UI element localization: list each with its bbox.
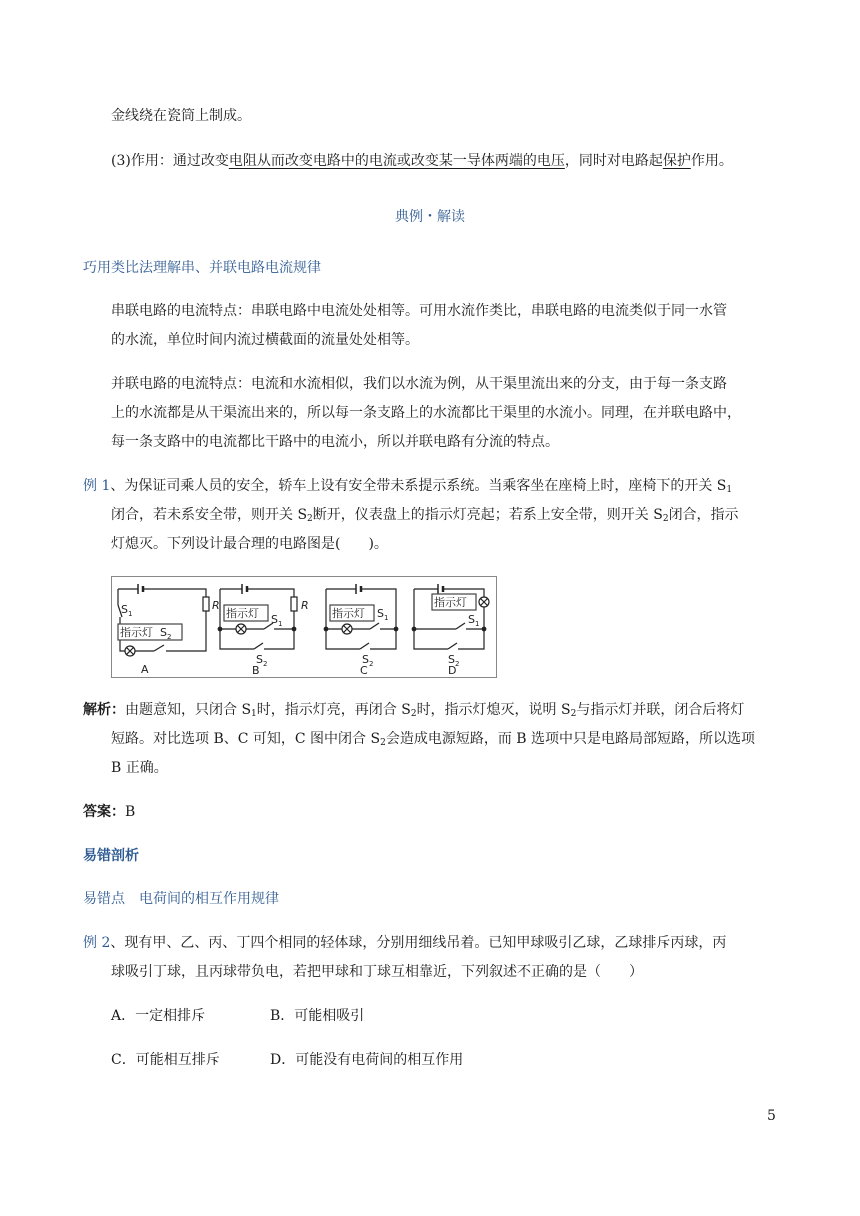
- circuit-a: [118, 584, 220, 676]
- circuit-b: [218, 584, 308, 677]
- label-sub1: 1: [278, 620, 283, 628]
- analysis-line1: [83, 700, 744, 720]
- analysis-text: 时，指示灯熄灭，说明 S: [416, 702, 571, 718]
- subscript: 1: [726, 485, 733, 495]
- analysis-line3: B 正确。: [111, 760, 168, 776]
- label-s2: S: [362, 653, 369, 666]
- analysis-label: 解析：: [83, 702, 125, 718]
- function-line: [111, 151, 733, 171]
- label-sub2: 2: [369, 660, 374, 668]
- example1-line3: 灯熄灭。下列设计最合理的电路图是( )。: [111, 536, 388, 552]
- label-lamp: 指示灯: [226, 607, 259, 620]
- label-sub1: 1: [475, 620, 480, 628]
- example2-line1: [83, 933, 726, 953]
- label-lamp: 指示灯: [434, 596, 467, 609]
- analysis-text: 由题意知，只闭合 S: [125, 702, 252, 718]
- parallel-para-line2: 上的水流都是从干渠流出来的，所以每一条支路上的水流都比干渠里的水流小。同理，在并联电路中，: [111, 405, 741, 421]
- analysis-line2: [111, 729, 755, 749]
- option-label-d: D: [448, 664, 457, 677]
- analysis-text: 短路。对比选项 B、C 可知，C 图中闭合 S: [111, 731, 381, 747]
- option-c: C．可能相互排斥: [111, 1052, 220, 1068]
- label-sub2: 2: [455, 660, 460, 668]
- option-a: A．一定相排斥: [111, 1008, 206, 1024]
- label-s2: S: [256, 653, 263, 666]
- label-s1: S: [271, 613, 278, 626]
- circuit-d: [412, 584, 489, 677]
- circuit-diagrams: [111, 576, 497, 678]
- resistor-a: [203, 597, 209, 611]
- label-s1: S: [121, 603, 128, 616]
- label-sub1: 1: [384, 614, 389, 622]
- subscript: 1: [251, 709, 257, 719]
- subscript: 2: [380, 738, 386, 748]
- function-underlined-2: 保护: [662, 153, 691, 169]
- option-label-c: C: [360, 664, 368, 677]
- page-number: 5: [767, 1108, 776, 1124]
- answer-line: [83, 802, 135, 822]
- label-s1: S: [377, 607, 384, 620]
- series-para-line2: 的水流，单位时间内流过横截面的流量处处相等。: [111, 332, 419, 348]
- pitfall-heading: 易错剖析: [83, 848, 139, 864]
- example1-text: 断开，仪表盘上的指示灯亮起；若系上安全带，则开关 S: [312, 507, 663, 523]
- analysis-text: 与指示灯并联，闭合后将灯: [576, 702, 745, 718]
- parallel-para-line3: 每一条支路中的电流都比干路中的电流小，所以并联电路有分流的特点。: [111, 434, 559, 450]
- topic-heading: 巧用类比法理解串、并联电路电流规律: [83, 260, 321, 276]
- label-s1: S: [468, 613, 475, 626]
- analysis-text: 时，指示灯亮，再闭合 S: [256, 702, 411, 718]
- example1-line1: [83, 476, 732, 496]
- label-s2: S: [160, 626, 167, 639]
- label-sub2: 2: [167, 633, 172, 641]
- section-title: 典例・解读: [395, 209, 465, 225]
- example1-text: 闭合，指示: [668, 507, 739, 523]
- subscript: 2: [307, 514, 313, 524]
- option-d: D．可能没有电荷间的相互作用: [270, 1052, 464, 1068]
- circuit-c: [324, 584, 398, 677]
- option-label-a: A: [141, 663, 149, 676]
- label-sub2: 2: [263, 660, 268, 668]
- function-suffix: 作用。: [690, 153, 733, 169]
- option-b: B．可能相吸引: [270, 1008, 365, 1024]
- example2-text: 、现有甲、乙、丙、丁四个相同的轻体球，分别用细线吊着。已知甲球吸引乙球，乙球排斥丙球，丙: [110, 935, 727, 951]
- subscript: 2: [662, 514, 669, 524]
- example1-text: 闭合，若未系安全带，则开关 S: [111, 507, 308, 523]
- continued-text: 金线绕在瓷筒上制成。: [111, 108, 251, 124]
- function-underlined: 电阻从而改变电路中的电流或改变某一导体两端的电压: [228, 153, 565, 169]
- answer-label: 答案：: [83, 804, 125, 820]
- analysis-text: 会造成电源短路，而 B 选项中只是电路局部短路，所以选项: [385, 731, 756, 747]
- parallel-para-line1: 并联电路的电流特点：电流和水流相似，我们以水流为例，从干渠里流出来的分支，由于每一条支路: [111, 376, 727, 392]
- pitfall-point: 易错点 电荷间的相互作用规律: [83, 891, 279, 907]
- label-r: R: [212, 599, 220, 612]
- series-para-line1: 串联电路的电流特点：串联电路中电流处处相等。可用水流作类比，串联电路的电流类似于同一水管: [111, 303, 727, 319]
- example1-line2: [111, 505, 739, 525]
- label-lamp: 指示灯: [332, 607, 365, 620]
- switch-s2-a: [154, 645, 164, 651]
- subscript: 2: [410, 709, 417, 719]
- function-mid: ，同时对电路起: [564, 153, 663, 169]
- label-r: R: [301, 599, 309, 612]
- example1-label: 例 1: [83, 478, 111, 494]
- example1-text: 、为保证司乘人员的安全，轿车上设有安全带未系提示系统。当乘客坐在座椅上时，座椅下的开关 S: [110, 478, 727, 494]
- subscript: 2: [570, 709, 577, 719]
- example2-line2: 球吸引丁球，且丙球带负电，若把甲球和丁球互相靠近，下列叙述不正确的是（ ）: [111, 964, 643, 980]
- answer-value: B: [125, 804, 136, 820]
- example2-label: 例 2: [83, 935, 111, 951]
- label-s2: S: [448, 653, 455, 666]
- label-sub1: 1: [128, 610, 133, 618]
- function-prefix: (3)作用：通过改变: [111, 153, 229, 169]
- option-label-b: B: [252, 664, 260, 677]
- label-lamp: 指示灯: [120, 626, 153, 639]
